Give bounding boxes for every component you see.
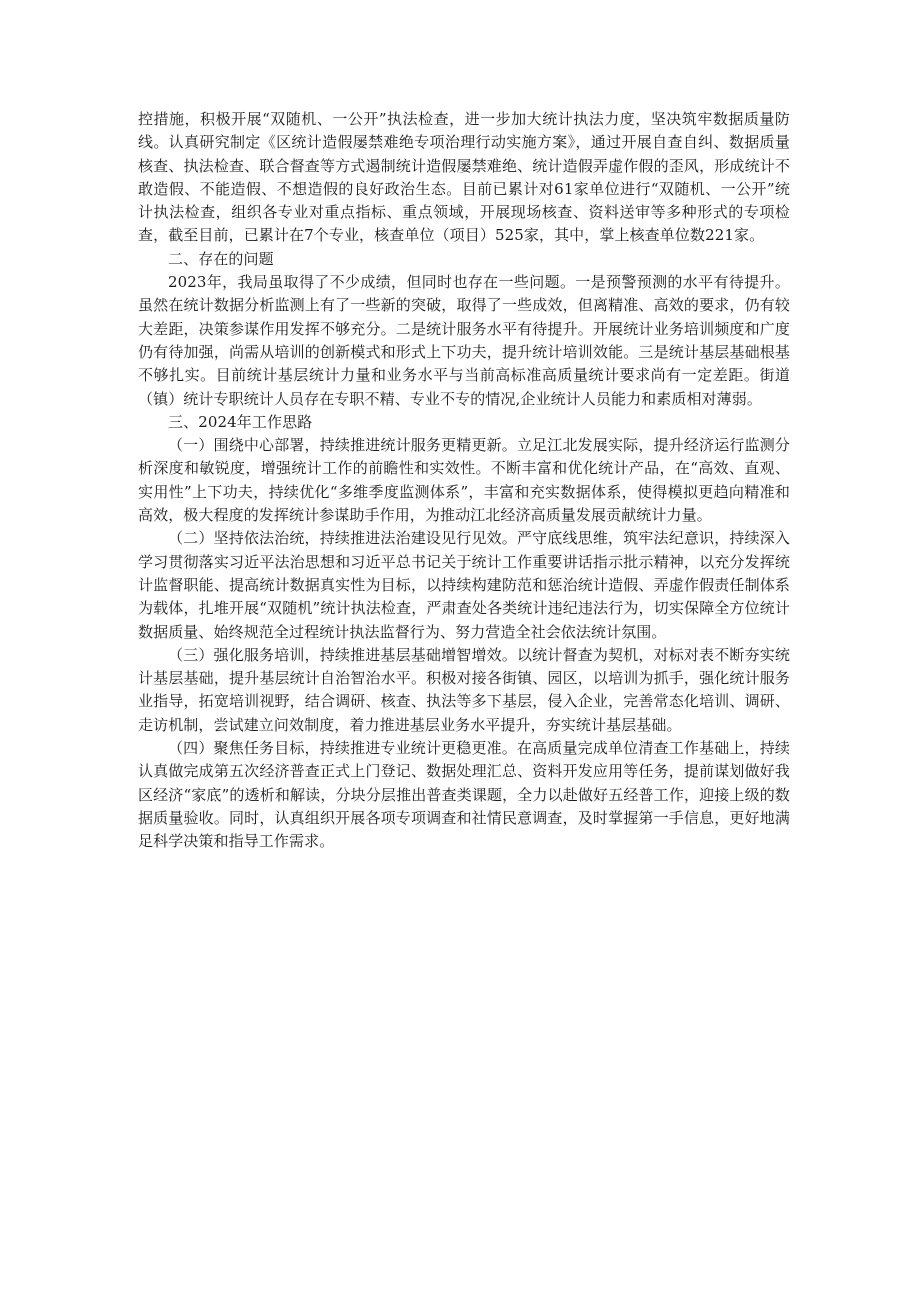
paragraph-plan-1: （一）围绕中心部署，持续推进统计服务更精更新。立足江北发展实际，提升经济运行监测分析深度和敏锐度，增强统计工作的前瞻性和实效性。不断丰富和优化统计产品，在“高效、直观、实用性”上下功夫，持续优化“多维季度监测体系”，丰富和充实数据体系，使得模拟更趋向精准和高效，极大程度的发挥统计参谋助手作用，为推动江北经济高质量发展贡献统计力量。: [138, 436, 790, 525]
paragraph-problems: 2023年，我局虽取得了不少成绩，但同时也存在一些问题。一是预警预测的水平有待提升。虽然在统计数据分析监测上有了一些新的突破，取得了一些成效，但离精准、高效的要求，仍有较大差距，决策参谋作用发挥不够充分。二是统计服务水平有待提升。开展统计业务培训频度和广度仍有待加强，尚需从培训的创新模式和形式上下功夫，提升统计培训效能。三是统计基层基础根基不够扎实。目前统计基层统计力量和业务水平与当前高标准高质量统计要求尚有一定差距。街道（镇）统计专职统计人员存在专职不精、专业不专的情况,企业统计人员能力和素质相对薄弱。: [138, 273, 790, 408]
paragraph-plan-2: （二）坚持依法治统，持续推进法治建设见行见效。严守底线思维，筑牢法纪意识，持续深入学习贯彻落实习近平法治思想和习近平总书记关于统计工作重要讲话指示批示精神，以充分发挥统计监督职能、提高统计数据真实性为目标，以持续构建防范和惩治统计造假、弄虚作假责任制体系为载体，扎堆开展“双随机”统计执法检查，严肃查处各类统计违纪违法行为，切实保障全方位统计数据质量、始终规范全过程统计执法监督行为、努力营造全社会依法统计氛围。: [138, 529, 790, 641]
document-body: [138, 108, 790, 854]
paragraph-plan-4: （四）聚焦任务目标，持续推进专业统计更稳更准。在高质量完成单位清查工作基础上，持续认真做完成第五次经济普查正式上门登记、数据处理汇总、资料开发应用等任务，提前谋划做好我区经济“家底”的透析和解读，分块分层推出普查类课题，全力以赴做好五经普工作，迎接上级的数据质量验收。同时，认真组织开展各项专项调查和社情民意调查，及时掌握第一手信息，更好地满足科学决策和指导工作需求。: [138, 739, 790, 851]
section-heading-2024-plan: 三、2024年工作思路: [168, 412, 313, 431]
paragraph-data-quality-measures: 控措施，积极开展“双随机、一公开”执法检查，进一步加大统计执法力度，坚决筑牢数据质量防线。认真研究制定《区统计造假屡禁难绝专项治理行动实施方案》，通过开展自查自纠、数据质量核查、执法检查、联合督查等方式遏制统计造假屡禁难绝、统计造假弄虚作假的歪风，形成统计不敢造假、不能造假、不想造假的良好政治生态。目前已累计对61家单位进行“双随机、一公开”统计执法检查，组织各专业对重点指标、重点领域，开展现场核查、资料送审等多种形式的专项检查，截至目前，已累计在7个专业，核查单位（项目）525家，其中，掌上核查单位数221家。: [138, 110, 790, 245]
section-heading-problems: 二、存在的问题: [168, 249, 274, 268]
paragraph-plan-3: （三）强化服务培训，持续推进基层基础增智增效。以统计督查为契机，对标对表不断夯实统计基层基础，提升基层统计自治智治水平。积极对接各街镇、园区，以培训为抓手，强化统计服务业指导，拓宽培训视野，结合调研、核查、执法等多下基层，侵入企业，完善常态化培训、调研、走访机制，尝试建立问效制度，着力推进基层业务水平提升，夯实统计基层基础。: [138, 645, 790, 734]
